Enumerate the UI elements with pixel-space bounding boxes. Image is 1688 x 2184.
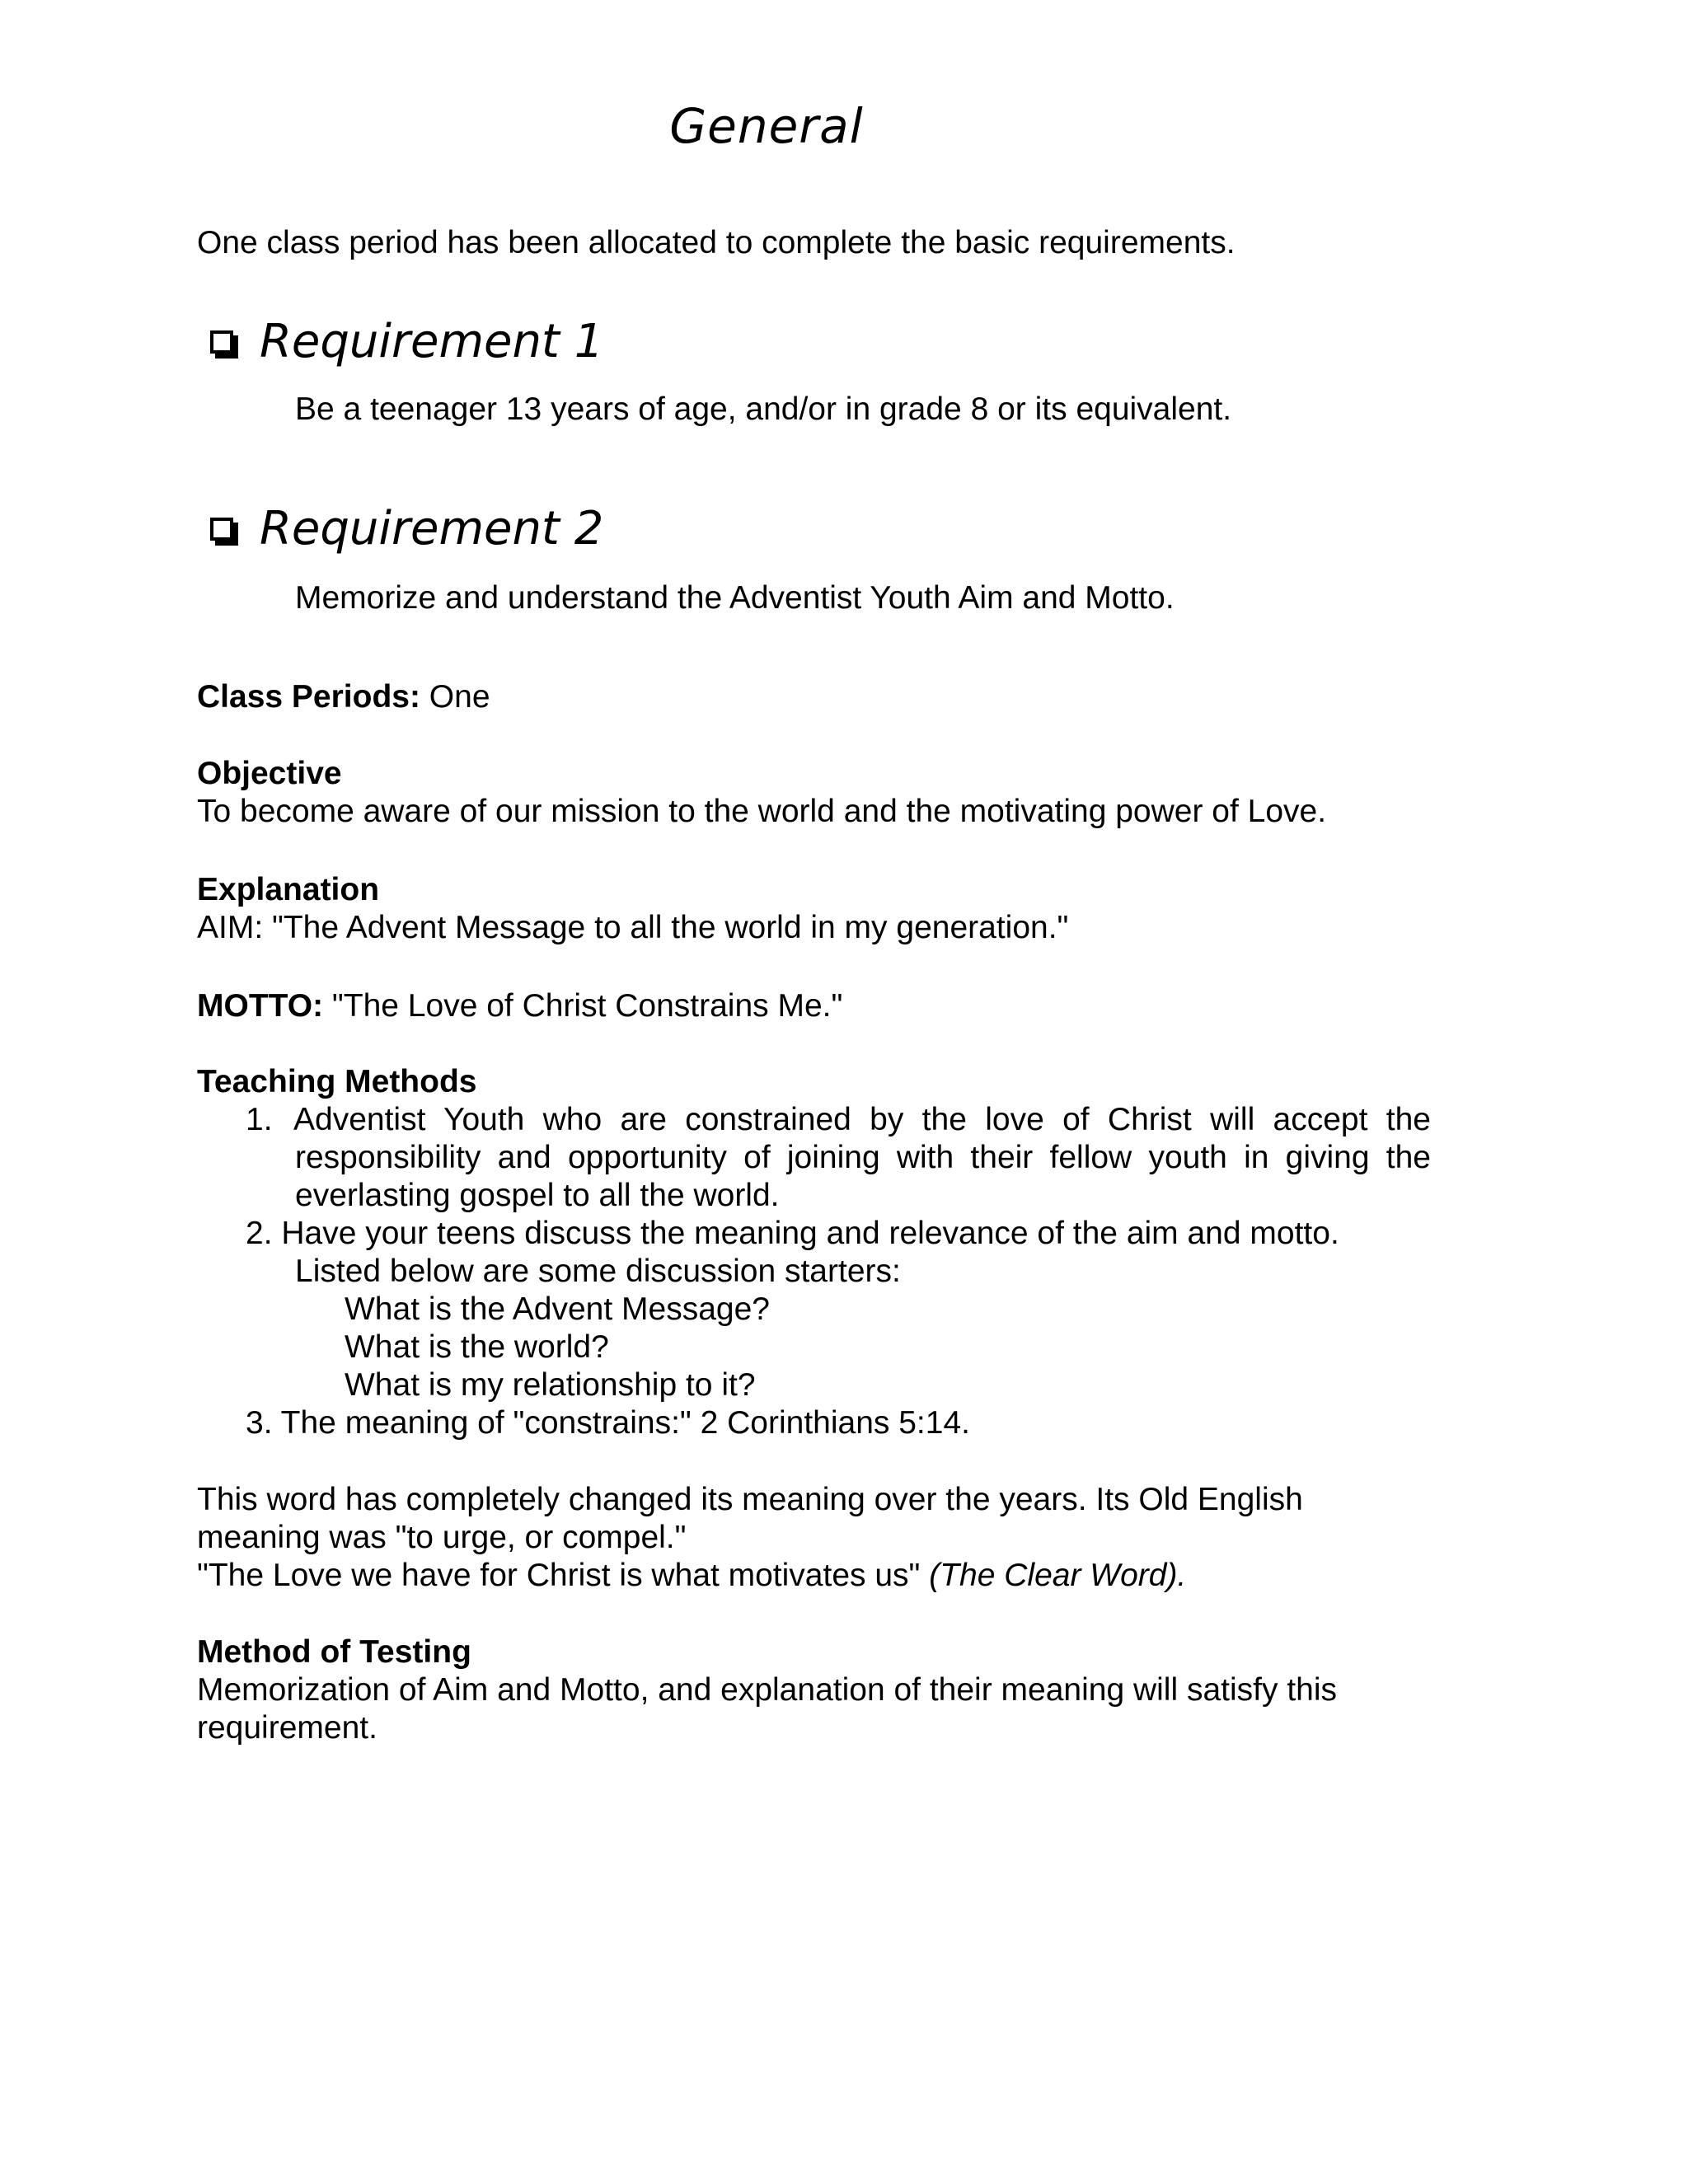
- item-2-line-1: [246, 1215, 1339, 1253]
- objective-heading: Objective: [197, 756, 342, 791]
- objective-text: To become aware of our mission to the world and the motivating power of Love.: [197, 794, 1327, 829]
- note-line-3: [197, 1557, 1433, 1595]
- discussion-starter: What is the world?: [345, 1329, 609, 1365]
- discussion-starter: What is the Advent Message?: [345, 1291, 770, 1327]
- note-source: (The Clear Word).: [929, 1558, 1187, 1593]
- aim-text: AIM: "The Advent Message to all the world in my generation.": [197, 910, 1069, 945]
- motto-label: MOTTO:: [197, 988, 324, 1024]
- checkbox-icon[interactable]: [210, 518, 233, 541]
- explanation-heading: Explanation: [197, 872, 380, 907]
- intro-text: One class period has been allocated to complete the basic requirements.: [197, 225, 1236, 260]
- item-3: [246, 1404, 970, 1442]
- method-of-testing-line-2: requirement.: [197, 1710, 377, 1746]
- requirement-2-heading: [210, 500, 603, 558]
- item-1-paragraph: [295, 1101, 1431, 1215]
- constrains-note: [197, 1481, 1433, 1595]
- motto: [197, 987, 1433, 1025]
- item-2-text: Have your teens discuss the meaning and relevance of the aim and motto.: [281, 1216, 1339, 1251]
- motto-value: "The Love of Christ Constrains Me.": [323, 988, 843, 1024]
- page-title: General: [669, 98, 864, 154]
- teaching-methods-heading: [197, 1063, 1433, 1101]
- note-line-2: meaning was "to urge, or compel.": [197, 1520, 687, 1555]
- class-periods-value: One: [420, 679, 490, 715]
- teaching-methods-title: Teaching Methods: [197, 1064, 477, 1099]
- item-1-paragraph-text: Adventist Youth who are constrained by the love of Christ will accept the responsibility and opportunity of joining with their fellow youth in giving the everlasting gospel to all the world.: [293, 1102, 1431, 1213]
- note-line-1: This word has completely changed its meaning over the years. Its Old English: [197, 1482, 1303, 1517]
- objective-section: [197, 755, 1433, 831]
- note-quote: "The Love we have for Christ is what motivates us": [197, 1558, 930, 1593]
- explanation-section: [197, 871, 1433, 947]
- method-of-testing-line-1: Memorization of Aim and Motto, and explanation of their meaning will satisfy this: [197, 1672, 1338, 1708]
- item-2-line-2: Listed below are some discussion starters:: [295, 1254, 901, 1289]
- item-2-number: 2.: [246, 1216, 273, 1251]
- requirement-1-heading: [210, 313, 603, 371]
- class-periods-label: Class Periods:: [197, 679, 420, 715]
- requirement-1-text: Be a teenager 13 years of age, and/or in grade 8 or its equivalent.: [295, 391, 1232, 427]
- item-3-text: The meaning of "constrains:" 2 Corinthians 5:14.: [280, 1405, 970, 1441]
- item-1-number: 1.: [246, 1102, 273, 1137]
- requirement-2-title: Requirement 2: [260, 502, 604, 555]
- method-of-testing-section: [197, 1633, 1433, 1747]
- class-periods: [197, 678, 1433, 716]
- requirement-1-title: Requirement 1: [260, 315, 604, 368]
- method-of-testing-heading: Method of Testing: [197, 1634, 471, 1670]
- discussion-starter: What is my relationship to it?: [345, 1367, 756, 1403]
- checkbox-icon[interactable]: [210, 330, 233, 354]
- requirement-2-text: Memorize and understand the Adventist Youth Aim and Motto.: [295, 580, 1175, 616]
- item-3-number: 3.: [246, 1405, 273, 1441]
